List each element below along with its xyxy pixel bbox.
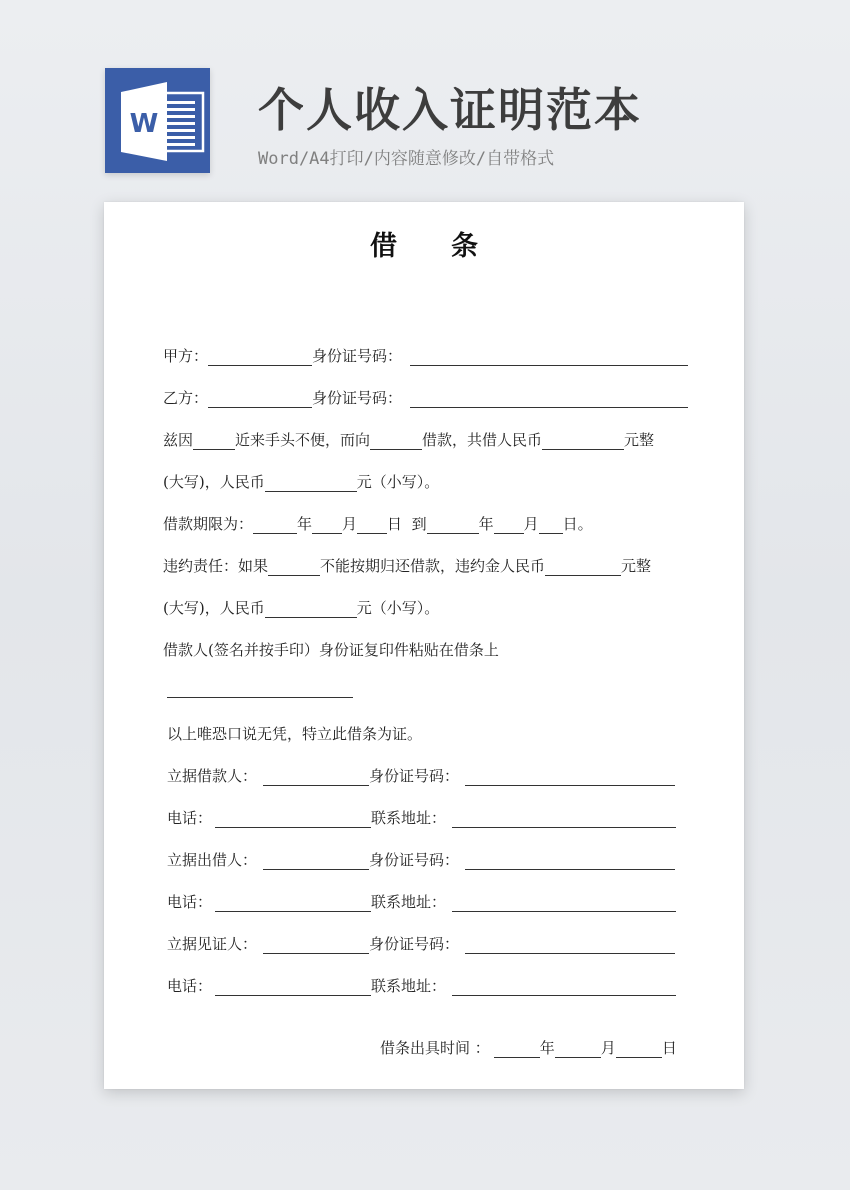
borrower-sign-text: 借款人(签名并按手印）身份证复印件粘贴在借条上 [163, 641, 499, 659]
year-label: 年 [478, 515, 494, 533]
reason-text-4: 元整 [624, 431, 655, 449]
witness-address-label: 联系地址： [371, 977, 447, 995]
document-title [104, 224, 744, 263]
to-label: 到 [402, 515, 427, 533]
reason-lender-blank[interactable] [370, 433, 422, 450]
penalty-amount-text-2: 元（小写）。 [356, 599, 440, 617]
amount-row [163, 472, 439, 492]
period-label: 借款期限为： [163, 515, 254, 533]
penalty-amount-row [163, 598, 439, 618]
borrower-name-blank[interactable] [263, 769, 369, 786]
amount-text-2: 元（小写）。 [356, 473, 440, 491]
page-title: 个人收入证明范本 [258, 83, 642, 137]
reason-row [163, 430, 654, 450]
period-start-day-blank[interactable] [357, 517, 387, 534]
borrower-label: 立据借款人： [167, 767, 258, 785]
month-label: 月 [523, 515, 539, 533]
lender-address-blank[interactable] [452, 895, 676, 912]
lender-phone-label: 电话： [167, 893, 213, 911]
document-page [104, 202, 744, 1089]
penalty-text-3: 元整 [621, 557, 652, 575]
word-icon [105, 68, 210, 173]
issue-month-label: 月 [600, 1039, 616, 1057]
title-char-1: 借 [370, 231, 397, 262]
borrower-address-blank[interactable] [452, 811, 676, 828]
issue-day-label: 日 [661, 1039, 677, 1057]
period-end-day-blank[interactable] [539, 517, 563, 534]
penalty-amount-text-1: (大写)，人民币 [163, 599, 265, 617]
statement-row [167, 724, 422, 744]
witness-phone-blank[interactable] [215, 979, 371, 996]
amount-text-1: (大写)，人民币 [163, 473, 265, 491]
period-end-year-blank[interactable] [427, 517, 479, 534]
lender-row [167, 850, 675, 870]
party-a-row [163, 346, 688, 366]
party-a-id-label: 身份证号码： [312, 347, 403, 365]
lender-id-blank[interactable] [465, 853, 675, 870]
penalty-amount-upper-blank[interactable] [545, 559, 621, 576]
witness-phone-label: 电话： [167, 977, 213, 995]
statement-text: 以上唯恐口说无凭，特立此借条为证。 [167, 725, 423, 743]
reason-text-3: 借款，共借人民币 [422, 431, 543, 449]
party-a-id-blank[interactable] [410, 349, 688, 366]
issue-year-label: 年 [539, 1039, 555, 1057]
month-label: 月 [342, 515, 358, 533]
witness-id-label: 身份证号码： [369, 935, 460, 953]
penalty-party-blank[interactable] [268, 559, 320, 576]
issue-date-row [380, 1038, 677, 1058]
issue-day-blank[interactable] [616, 1041, 662, 1058]
title-char-2: 条 [451, 231, 478, 262]
party-a-name-blank[interactable] [208, 349, 312, 366]
lender-phone-blank[interactable] [215, 895, 371, 912]
issue-year-blank[interactable] [494, 1041, 540, 1058]
reason-text-2: 近来手头不便，而向 [235, 431, 371, 449]
penalty-amount-lower-blank[interactable] [265, 601, 357, 618]
lender-name-blank[interactable] [263, 853, 369, 870]
borrower-id-label: 身份证号码： [369, 767, 460, 785]
reason-text-1: 兹因 [163, 431, 194, 449]
period-start-year-blank[interactable] [253, 517, 297, 534]
period-start-month-blank[interactable] [312, 517, 342, 534]
lender-address-label: 联系地址： [371, 893, 447, 911]
day-label: 日 [387, 515, 403, 533]
lender-contact-row [167, 892, 676, 912]
borrower-phone-blank[interactable] [215, 811, 371, 828]
witness-label: 立据见证人： [167, 935, 258, 953]
penalty-row [163, 556, 651, 576]
page-subtitle: Word/A4打印/内容随意修改/自带格式 [258, 149, 555, 169]
witness-contact-row [167, 976, 676, 996]
issue-date-label: 借条出具时间 ： [380, 1039, 490, 1057]
borrower-contact-row [167, 808, 676, 828]
borrower-phone-label: 电话： [167, 809, 213, 827]
svg-text:W: W [129, 109, 159, 139]
period-end-month-blank[interactable] [494, 517, 524, 534]
borrower-id-blank[interactable] [465, 769, 675, 786]
borrower-address-label: 联系地址： [371, 809, 447, 827]
party-b-id-label: 身份证号码： [312, 389, 403, 407]
borrower-sign-row [163, 640, 499, 660]
penalty-text-2: 不能按期归还借款，违约金人民币 [320, 557, 546, 575]
borrower-row [167, 766, 675, 786]
party-b-row [163, 388, 688, 408]
reason-borrower-blank[interactable] [193, 433, 235, 450]
witness-id-blank[interactable] [465, 937, 675, 954]
witness-address-blank[interactable] [452, 979, 676, 996]
lender-id-label: 身份证号码： [369, 851, 460, 869]
reason-amount-upper-blank[interactable] [542, 433, 624, 450]
amount-lower-blank[interactable] [265, 475, 357, 492]
party-b-id-blank[interactable] [410, 391, 688, 408]
party-b-name-blank[interactable] [208, 391, 312, 408]
party-a-label: 甲方： [163, 347, 209, 365]
penalty-text-1: 违约责任：如果 [163, 557, 269, 575]
lender-label: 立据出借人： [167, 851, 258, 869]
period-row [163, 514, 593, 534]
year-label: 年 [297, 515, 313, 533]
party-b-label: 乙方： [163, 389, 209, 407]
witness-row [167, 934, 675, 954]
signature-blank[interactable] [167, 681, 353, 698]
day-end-label: 日。 [562, 515, 593, 533]
witness-name-blank[interactable] [263, 937, 369, 954]
signature-line-row [167, 678, 353, 698]
issue-month-blank[interactable] [555, 1041, 601, 1058]
